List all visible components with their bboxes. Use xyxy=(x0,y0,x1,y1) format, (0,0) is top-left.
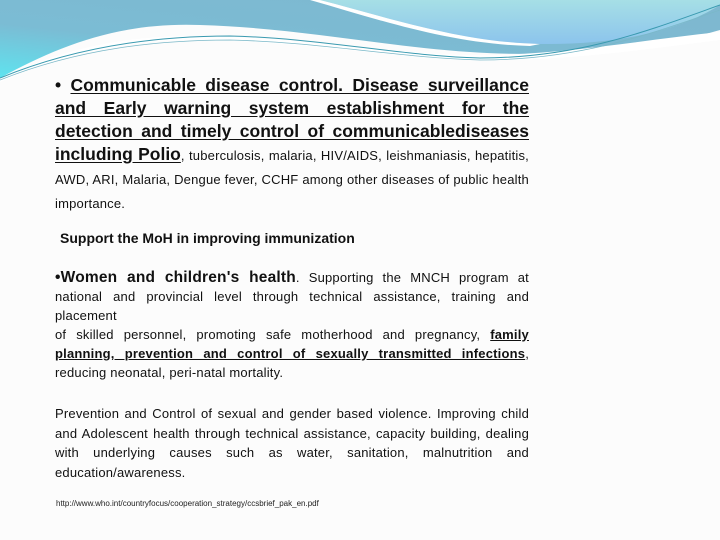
bullet-women-children-health xyxy=(55,268,529,382)
gender-violence-paragraph: Prevention and Control of sexual and gender based violence. Improving child and Adolescent health through technical assistance, capacity building, dealing with underlying causes such as water, sanitation, malnutrition and education/awareness. xyxy=(55,406,529,480)
skilled-personnel-text: of skilled personnel, promoting safe motherhood and pregnancy, xyxy=(55,327,491,342)
bullet-marker: • xyxy=(55,269,61,286)
women-children-heading: Women and children's health xyxy=(60,269,296,286)
neonatal-text: , reducing neonatal, peri-natal mortality. xyxy=(55,346,529,380)
communicable-disease-heading: Communicable disease control. Disease surveillance and Early warning system establishment for the detection and timely control of communicablediseases including Polio xyxy=(55,75,529,164)
heading-period: . xyxy=(295,270,300,285)
bullet-communicable-disease xyxy=(55,74,529,215)
immunization-subheading: Support the MoH in improving immunization xyxy=(60,230,355,246)
source-url: http://www.who.int/countryfocus/cooperation_strategy/ccsbrief_pak_en.pdf xyxy=(56,499,319,508)
bullet-marker: • xyxy=(55,75,62,95)
mnch-text: Supporting the MNCH program at national and provincial level through technical assistance, training and placement xyxy=(55,270,529,323)
disease-list-text: , tuberculosis, malaria, HIV/AIDS, leishmaniasis, hepatitis, AWD, ARI, Malaria, Dengue fever, CCHF among other diseases of public health importance. xyxy=(55,148,529,211)
family-planning-text: family planning, prevention and control of sexually transmitted infections xyxy=(55,327,529,361)
bullet-1-text xyxy=(55,74,529,215)
